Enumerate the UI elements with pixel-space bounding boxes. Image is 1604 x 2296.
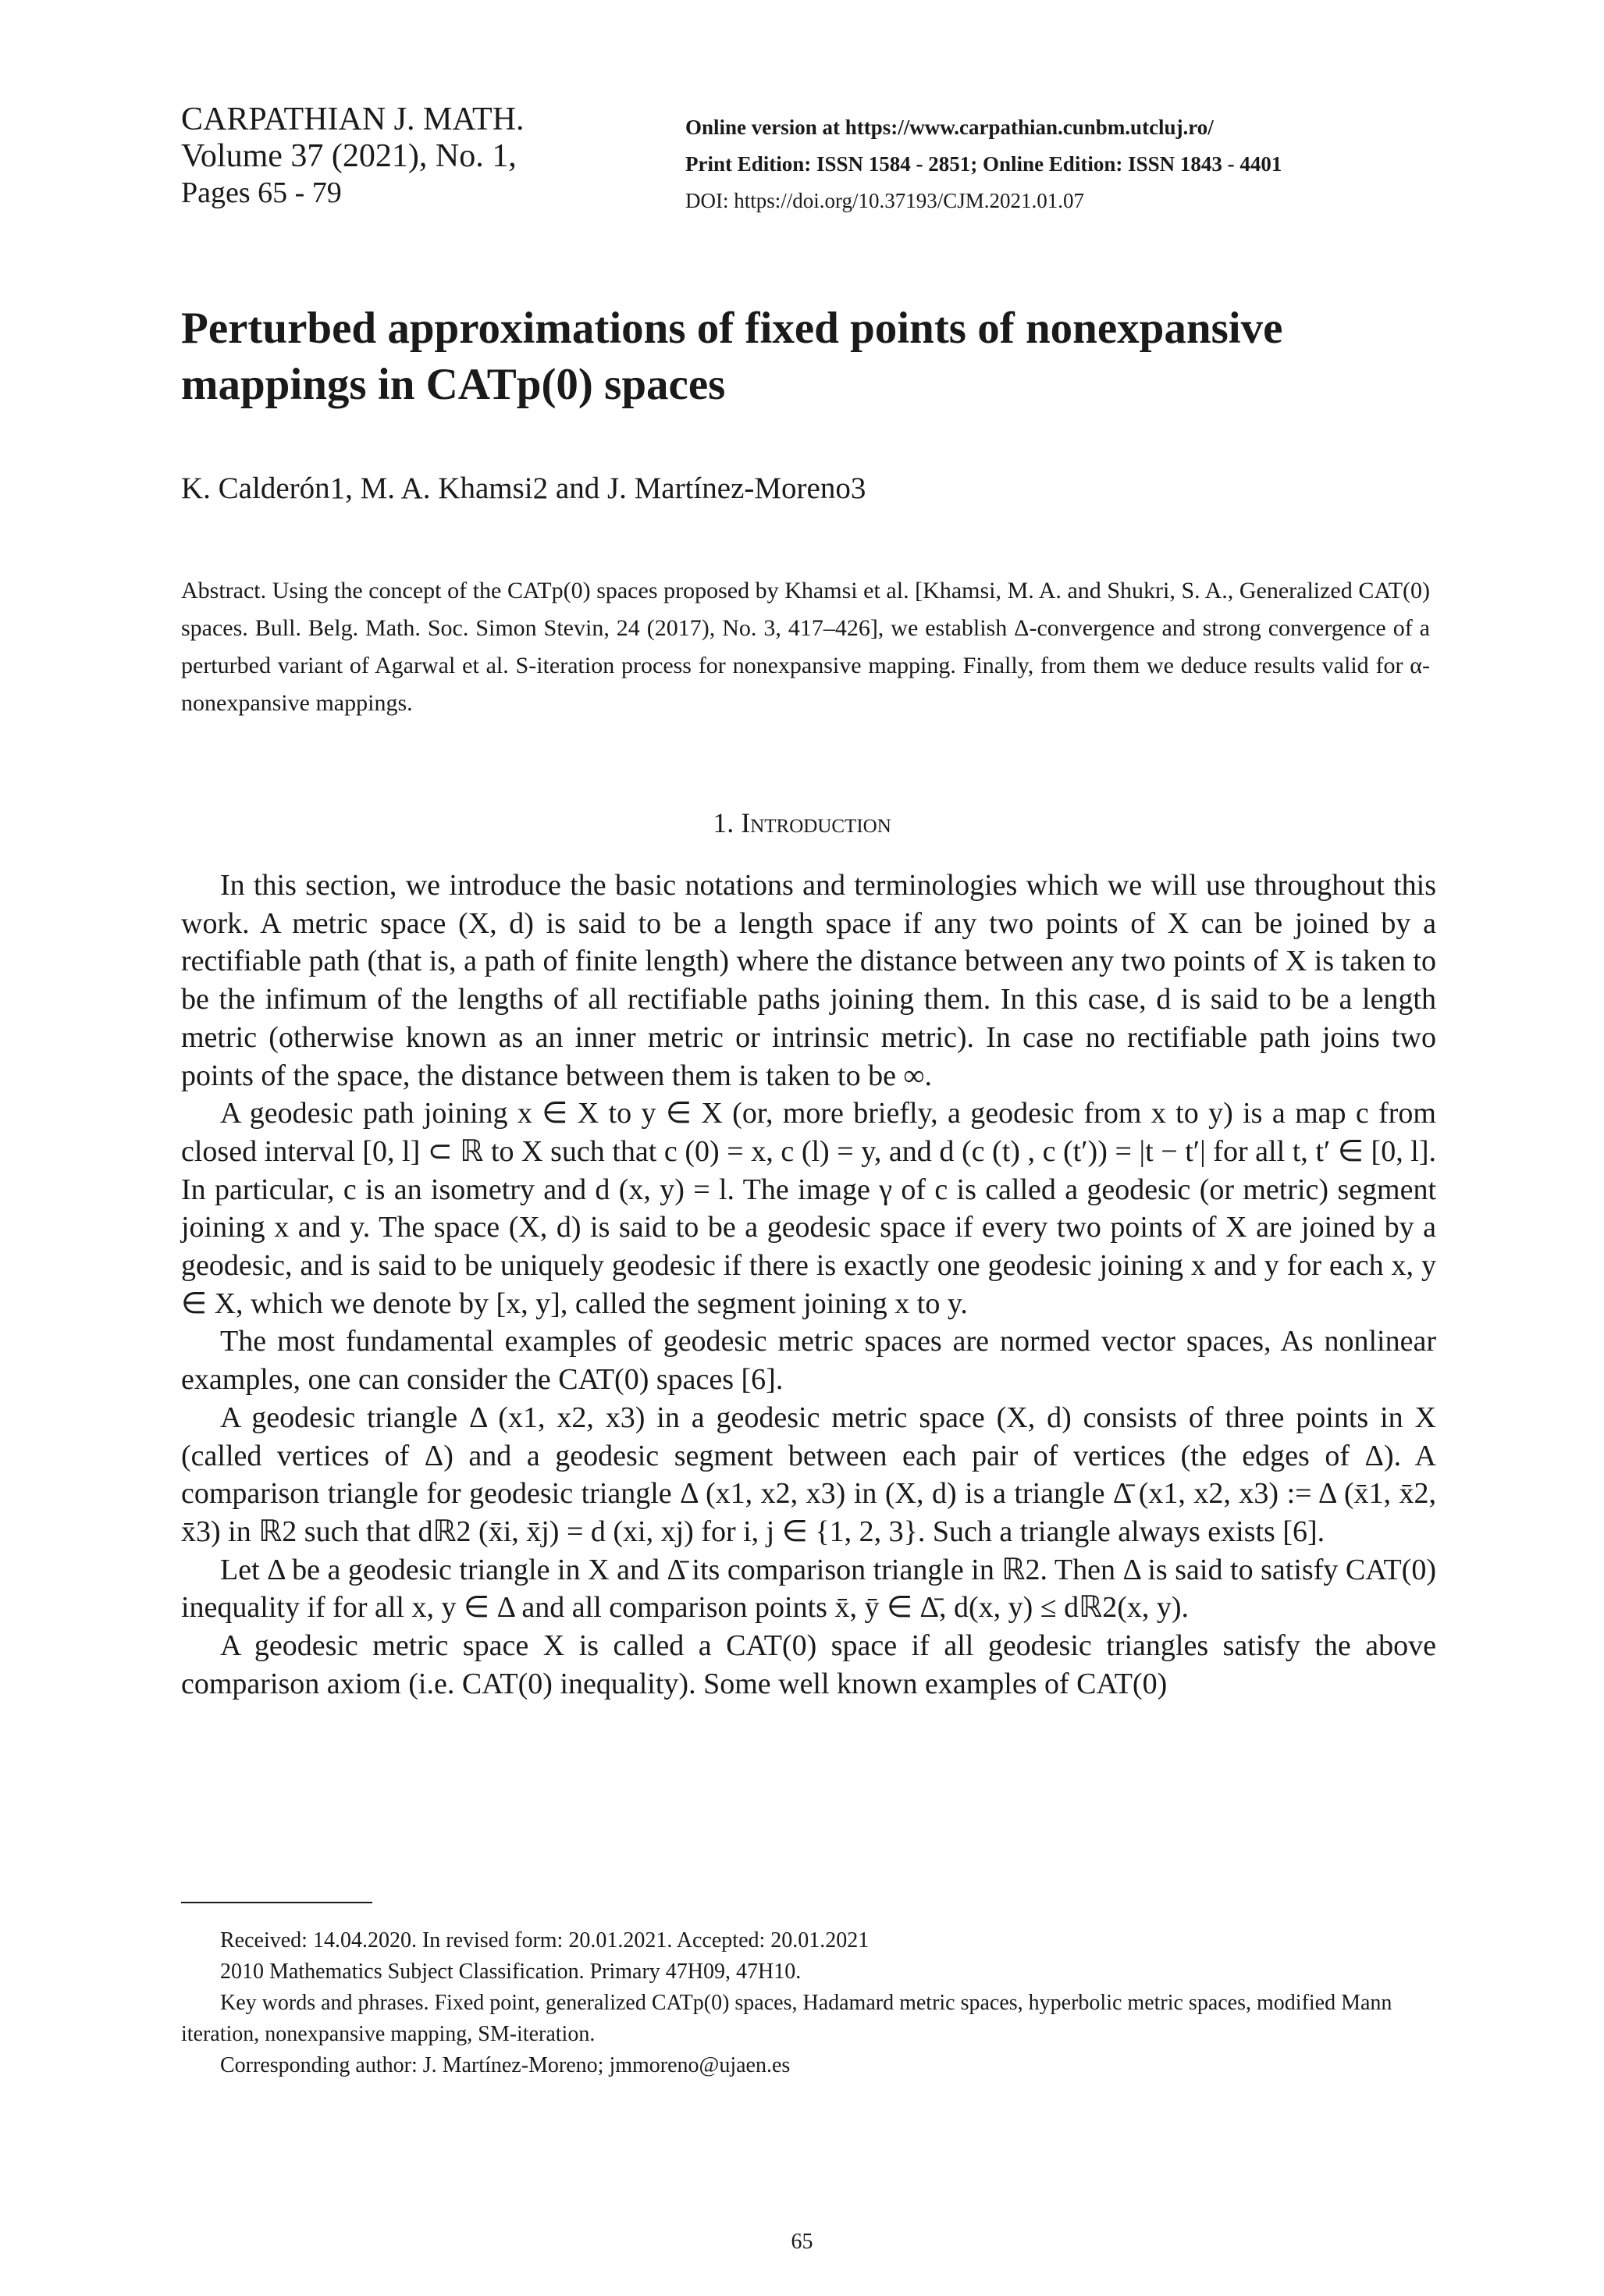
- abstract: Abstract. Using the concept of the CATp(0) spaces proposed by Khamsi et al. [Khamsi, M. A. and Shukri, S. A., Generalized CAT(0) spaces. Bull. Belg. Math. Soc. Simon Stevin, 24 (2017), No. 3, 417–426], we establish Δ-convergence and strong convergence of a perturbed variant of Agarwal et al. S-iteration process for nonexpansive mapping. Finally, from them we deduce results valid for α-nonexpansive mappings.: [181, 578, 1430, 716]
- publication-meta: [685, 109, 1282, 219]
- author-list: K. Calderón1, M. A. Khamsi2 and J. Martínez-Moreno3: [181, 472, 866, 505]
- paper-title: [181, 301, 1446, 413]
- paragraph: The most fundamental examples of geodesic metric spaces are normed vector spaces, As nonlinear examples, one can consider the CAT(0) spaces [6].: [181, 1325, 1436, 1397]
- footnote-keywords: Key words and phrases. Fixed point, generalized CATp(0) spaces, Hadamard metric spaces, hyperbolic metric spaces, modified Mann iteration, nonexpansive mapping, SM-iteration.: [181, 1991, 1392, 2046]
- paragraph: A geodesic path joining x ∈ X to y ∈ X (or, more briefly, a geodesic from x to y) is a map c from closed interval [0, l] ⊂ ℝ to X such that c (0) = x, c (l) = y, and d (c (t) , c (t′)) = |t − t′| for all t, t′ ∈ [0, l]. In particular, c is an isometry and d (x, y) = l. The image γ of c is called a geodesic (or metric) segment joining x and y. The space (X, d) is said to be a geodesic space if every two points of X are joined by a geodesic, and is said to be uniquely geodesic if there is exactly one geodesic joining x and y for each x, y ∈ X, which we denote by [x, y], called the segment joining x to y.: [181, 1097, 1436, 1320]
- journal-pages: Pages 65 - 79: [181, 176, 342, 209]
- footnote-received: Received: 14.04.2020. In revised form: 20.01.2021. Accepted: 20.01.2021: [220, 1928, 870, 1952]
- paragraph: A geodesic metric space X is called a CAT(0) space if all geodesic triangles satisfy the above comparison axiom (i.e. CAT(0) inequality). Some well known examples of CAT(0): [181, 1629, 1436, 1700]
- footnote-msc: 2010 Mathematics Subject Classification. Primary 47H09, 47H10.: [220, 1960, 802, 1984]
- title-line-2: mappings in CATp(0) spaces: [181, 360, 726, 409]
- journal-name: CARPATHIAN J. MATH.: [181, 101, 525, 137]
- body-text: [181, 867, 1436, 1703]
- paragraph: A geodesic triangle Δ (x1, x2, x3) in a geodesic metric space (X, d) consists of three points in X (called vertices of Δ) and a geodesic segment between each pair of vertices (the edges of Δ). A comparison triangle for geodesic triangle Δ (x1, x2, x3) in (X, d) is a triangle Δ̄ (x1, x2, x3) := Δ (x̄1, x̄2, x̄3) in ℝ2 such that dℝ2 (x̄i, x̄j) = d (xi, xj) for i, j ∈ {1, 2, 3}. Such a triangle always exists [6].: [181, 1401, 1436, 1548]
- online-version: Online version at https://www.carpathian.cunbm.utcluj.ro/: [685, 116, 1214, 139]
- footnote-rule: [181, 1902, 372, 1903]
- section-heading: 1. Introduction: [713, 807, 891, 838]
- paragraph: In this section, we introduce the basic notations and terminologies which we will use throughout this work. A metric space (X, d) is said to be a length space if any two points of X can be joined by a rectifiable path (that is, a path of finite length) where the distance between any two points of X is taken to be the infimum of the lengths of all rectifiable paths joining them. In this case, d is said to be a length metric (otherwise known as an inner metric or intrinsic metric). In case no rectifiable path joins two points of the space, the distance between them is taken to be ∞.: [181, 869, 1436, 1092]
- paragraph: Let Δ be a geodesic triangle in X and Δ̄ its comparison triangle in ℝ2. Then Δ is said to satisfy CAT(0) inequality if for all x, y ∈ Δ and all comparison points x̄, ȳ ∈ Δ̄, d(x, y) ≤ dℝ2(x, y).: [181, 1553, 1436, 1625]
- footnotes: [181, 1925, 1436, 2081]
- journal-volume: Volume 37 (2021), No. 1,: [181, 138, 517, 174]
- issn-line: Print Edition: ISSN 1584 - 2851; Online Edition: ISSN 1843 - 4401: [685, 152, 1282, 176]
- doi-line: DOI: https://doi.org/10.37193/CJM.2021.01.07: [685, 189, 1085, 212]
- journal-header: [181, 101, 525, 212]
- footnote-corresponding: Corresponding author: J. Martínez-Moreno; jmmoreno@ujaen.es: [220, 2053, 791, 2077]
- page-number: 65: [791, 2230, 813, 2254]
- title-line-1: Perturbed approximations of fixed points of nonexpansive: [181, 304, 1283, 353]
